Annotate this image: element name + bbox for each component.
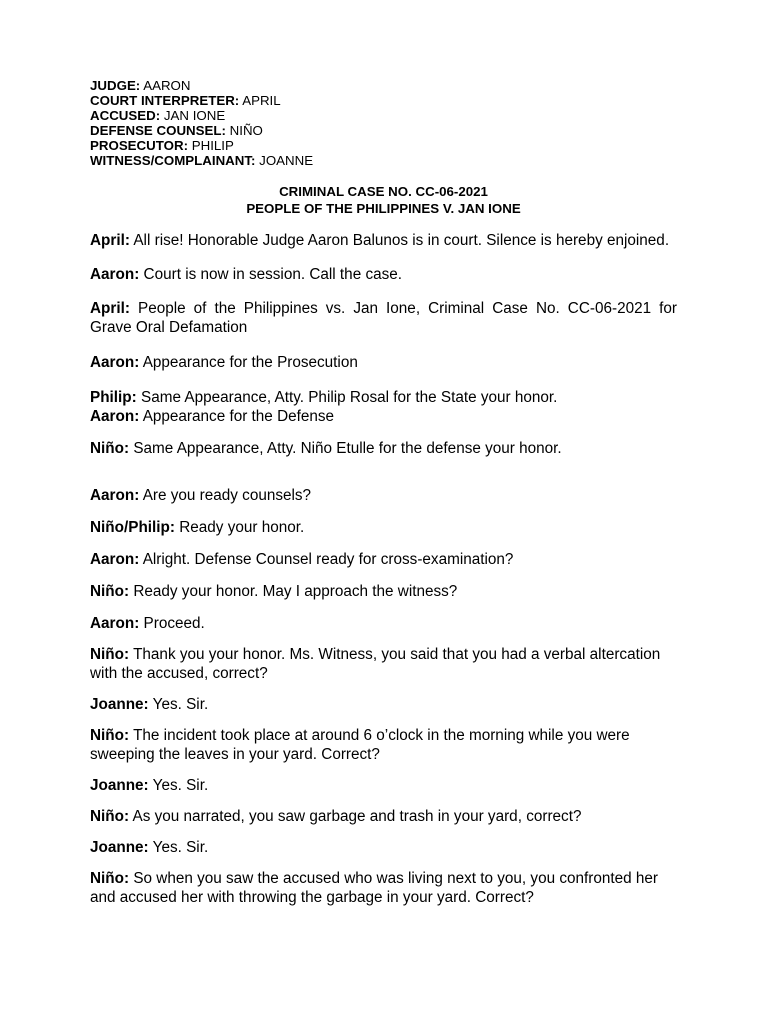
dialogue-text: Ready your honor.	[179, 519, 305, 536]
dialogue-text: Yes. Sir.	[152, 777, 209, 794]
dialogue-text: Ready your honor. May I approach the witness?	[133, 583, 458, 600]
dialogue-text: Proceed.	[143, 615, 205, 632]
dialogue-line	[90, 388, 677, 407]
dialogue-text: Same Appearance, Atty. Niño Etulle for the defense your honor.	[133, 440, 562, 457]
cast-name: AARON	[143, 78, 191, 93]
cast-role: PROSECUTOR:	[90, 138, 189, 153]
dialogue-text: So when you saw the accused who was living next to you, you confronted her and accused her with throwing the garbage in your yard. Correct?	[90, 870, 658, 906]
cast-role: ACCUSED:	[90, 108, 161, 123]
dialogue-text: Court is now in session. Call the case.	[143, 266, 403, 283]
dialogue-line	[90, 550, 677, 569]
speaker-name: Aaron:	[90, 487, 140, 504]
speaker-name: Niño:	[90, 583, 130, 600]
dialogue-line	[90, 776, 677, 795]
case-header	[90, 183, 677, 217]
dialogue-line	[90, 726, 677, 764]
dialogue-line	[90, 265, 677, 284]
speaker-name: Joanne:	[90, 777, 149, 794]
cast-name: JAN IONE	[163, 108, 226, 123]
dialogue-text: All rise! Honorable Judge Aaron Balunos is in court. Silence is hereby enjoined.	[133, 232, 670, 249]
speaker-name: Niño:	[90, 440, 130, 457]
cast-line-accused	[90, 108, 677, 123]
dialogue-line	[90, 869, 677, 907]
dialogue-line	[90, 353, 677, 372]
cast-name: JOANNE	[259, 153, 314, 168]
dialogue-line	[90, 614, 677, 633]
speaker-name: Aaron:	[90, 551, 140, 568]
dialogue-text: Appearance for the Defense	[142, 408, 335, 425]
case-title: PEOPLE OF THE PHILIPPINES V. JAN IONE	[246, 201, 521, 216]
cast-line-judge	[90, 78, 677, 93]
dialogue-line	[90, 695, 677, 714]
dialogue-line	[90, 582, 677, 601]
cast-role: WITNESS/COMPLAINANT:	[90, 153, 256, 168]
dialogue-text: Are you ready counsels?	[142, 487, 312, 504]
cast-list	[90, 78, 677, 168]
dialogue-text: As you narrated, you saw garbage and trash in your yard, correct?	[132, 808, 582, 825]
speaker-name: Niño:	[90, 808, 130, 825]
case-number: CRIMINAL CASE NO. CC-06-2021	[279, 184, 488, 199]
speaker-name: Aaron:	[90, 266, 140, 283]
dialogue-line	[90, 807, 677, 826]
dialogue-text: Yes. Sir.	[152, 696, 209, 713]
cast-line-witness	[90, 153, 677, 168]
dialogue-text: Appearance for the Prosecution	[142, 354, 358, 371]
cast-role: JUDGE:	[90, 78, 141, 93]
dialogue-text: Alright. Defense Counsel ready for cross-examination?	[142, 551, 514, 568]
speaker-name: April:	[90, 232, 130, 249]
speaker-name: Niño/Philip:	[90, 519, 175, 536]
speaker-name: Joanne:	[90, 696, 149, 713]
dialogue-line	[90, 407, 677, 426]
speaker-name: April:	[90, 300, 130, 317]
cast-line-defense	[90, 123, 677, 138]
dialogue-line	[90, 299, 677, 337]
cast-name: NIÑO	[229, 123, 263, 138]
cast-role: COURT INTERPRETER:	[90, 93, 240, 108]
dialogue-text: People of the Philippines vs. Jan Ione, Criminal Case No. CC-06-2021 for Grave Oral Defamation	[90, 300, 678, 336]
dialogue-line	[90, 439, 677, 458]
dialogue-line	[90, 486, 677, 505]
cast-name: PHILIP	[191, 138, 234, 153]
dialogue-text: Thank you your honor. Ms. Witness, you said that you had a verbal altercation with the accused, correct?	[90, 646, 661, 682]
speaker-name: Niño:	[90, 727, 130, 744]
dialogue	[90, 231, 677, 907]
cast-role: DEFENSE COUNSEL:	[90, 123, 226, 138]
speaker-name: Niño:	[90, 870, 130, 887]
transcript-page	[90, 78, 677, 907]
speaker-name: Aaron:	[90, 354, 140, 371]
dialogue-line	[90, 645, 677, 683]
cast-line-prosecutor	[90, 138, 677, 153]
cast-line-interpreter	[90, 93, 677, 108]
dialogue-text: Yes. Sir.	[152, 839, 209, 856]
dialogue-text: The incident took place at around 6 o’clock in the morning while you were sweeping the leaves in your yard. Correct?	[90, 727, 630, 763]
dialogue-line	[90, 231, 677, 250]
cast-name: APRIL	[242, 93, 281, 108]
speaker-name: Niño:	[90, 646, 130, 663]
speaker-name: Aaron:	[90, 615, 140, 632]
dialogue-line	[90, 518, 677, 537]
dialogue-line	[90, 838, 677, 857]
speaker-name: Joanne:	[90, 839, 149, 856]
speaker-name: Aaron:	[90, 408, 140, 425]
speaker-name: Philip:	[90, 389, 137, 406]
dialogue-text: Same Appearance, Atty. Philip Rosal for the State your honor.	[141, 389, 558, 406]
